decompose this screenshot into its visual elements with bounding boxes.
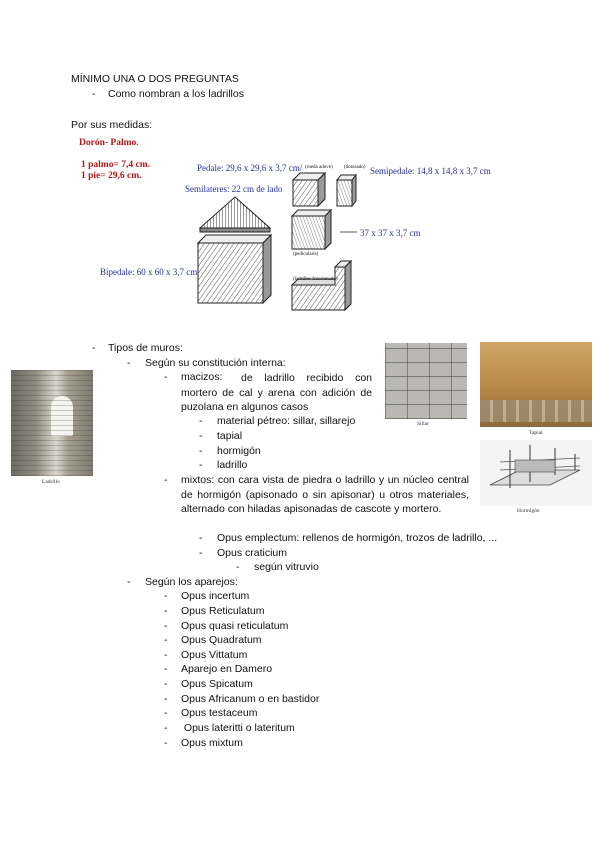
brick-sizes-figure [75, 135, 495, 320]
ladrillo-caption: Ladrillo [42, 479, 60, 485]
bullet-dash: - [199, 547, 203, 559]
bipedale-brick [198, 235, 271, 303]
tipos-muros-heading: Tipos de muros: [108, 342, 183, 354]
brick-courses [11, 370, 93, 476]
section-label: Por sus medidas: [71, 119, 153, 131]
macizos-label: macizos: [181, 371, 223, 383]
bullet-dash: - [199, 415, 203, 427]
emplectum-item: Opus emplectum: rellenos de hormigón, trozos de ladrillo, ... [217, 532, 498, 544]
bullet-dash: - [164, 678, 168, 690]
bullet-dash: - [164, 707, 168, 719]
vitruvio-item: según vitruvio [254, 561, 319, 573]
list-item: Opus Africanum o en bastidor [181, 693, 320, 705]
sillar-joints [385, 343, 467, 419]
bullet-dash: - [199, 459, 203, 471]
list-item: Opus Reticulatum [181, 605, 265, 617]
macizos-item: tapial [217, 430, 243, 442]
palmo-label: 1 palmo= 7,4 cm. [81, 160, 151, 170]
list-item: Aparejo en Damero [181, 663, 273, 675]
fractioned-brick [292, 261, 351, 310]
ladrillo-photo [11, 370, 93, 476]
bullet-dash: - [164, 634, 168, 646]
pedale-brick [293, 173, 325, 206]
bullet-dash: - [199, 445, 203, 457]
bullet-dash: - [164, 693, 168, 705]
fraccion-note: (ladrillos fraccionado) [293, 277, 338, 282]
bullet-dash: - [164, 371, 168, 383]
bullet-dash: - [92, 342, 96, 354]
pie-label: 1 pie= 29,6 cm. [81, 171, 142, 181]
bullet-dash: - [199, 430, 203, 442]
mixtos-description: mixtos: con cara vista de piedra o ladrillo y un núcleo central de hormigón (apisonado o sin apisonar) u otros materiales, alternado con hiladas apisonadas de cascote y mortero. [181, 474, 469, 515]
list-item: Opus quasi reticulatum [181, 620, 289, 632]
hormigon-caption: Hormigón [517, 508, 540, 514]
list-item: Opus Quadratum [181, 634, 262, 646]
bullet-dash: - [164, 590, 168, 602]
sillar-photo [385, 343, 467, 419]
craticium-item: Opus craticium [217, 547, 288, 559]
doron-label: Dorón- Palmo. [79, 138, 139, 148]
pedicularis-note: (pedicularis) [293, 252, 319, 257]
constitucion-heading: Según su constitución interna: [145, 357, 286, 369]
macizos-item: hormigón [217, 445, 261, 457]
size37-label: 37 x 37 x 3,7 cm [360, 228, 421, 238]
hormigon-drawing [480, 440, 592, 506]
bullet-dash: - [164, 620, 168, 632]
list-item: Opus Vittatum [181, 649, 248, 661]
page-heading: MÍNIMO UNA O DOS PREGUNTAS [71, 73, 239, 85]
list-item: Opus testaceum [181, 707, 258, 719]
macizos-item: ladrillo [217, 459, 248, 471]
semipedale-label: Semipedale: 14,8 x 14,8 x 3,7 cm [370, 166, 491, 176]
bipedale-label: Bipedale: 60 x 60 x 3,7 cm [100, 267, 198, 277]
pedale-label: Pedale: 29,6 x 29,6 x 3,7 cm/ [197, 163, 303, 173]
aparejos-heading: Según los aparejos: [145, 576, 238, 588]
list-item: Opus mixtum [181, 737, 243, 749]
bullet-dash: - [164, 737, 168, 749]
bullet-dash: - [164, 722, 168, 734]
bullet-dash: - [164, 663, 168, 675]
pedale-note: (rueda adove) [305, 165, 333, 170]
macizos-description: de ladrillo recibido con mortero de cal y arena con adición de puzolana en algunos casos [181, 372, 372, 413]
brick-37 [292, 210, 357, 249]
bullet-dash: - [164, 605, 168, 617]
semilateres-brick [200, 197, 270, 232]
formwork-sketch [480, 440, 592, 506]
bullet-dash: - [199, 532, 203, 544]
list-item: Opus incertum [181, 590, 250, 602]
sillar-caption: Sillar [417, 421, 429, 427]
bullet-dash: - [164, 649, 168, 661]
semipedale-brick [337, 175, 356, 206]
semilateres-label: Semilateres: 22 cm de lado [185, 184, 283, 194]
question-text: Como nombran a los ladrillos [108, 88, 244, 100]
bullet-dash: - [127, 357, 131, 369]
semipedale-note: (dotosado) [344, 165, 366, 170]
stone-base [480, 400, 592, 422]
bullet-dash: - [127, 576, 131, 588]
list-item: Opus Spicatum [181, 678, 253, 690]
tapial-caption: Tapial [529, 430, 543, 436]
bullet-dash: - [92, 88, 96, 100]
tapial-photo [480, 342, 592, 427]
bullet-dash: - [164, 474, 168, 486]
bullet-dash: - [236, 561, 240, 573]
list-item: Opus lateritti o lateritum [181, 722, 295, 734]
macizos-item: material pétreo: sillar, sillarejo [217, 415, 356, 427]
